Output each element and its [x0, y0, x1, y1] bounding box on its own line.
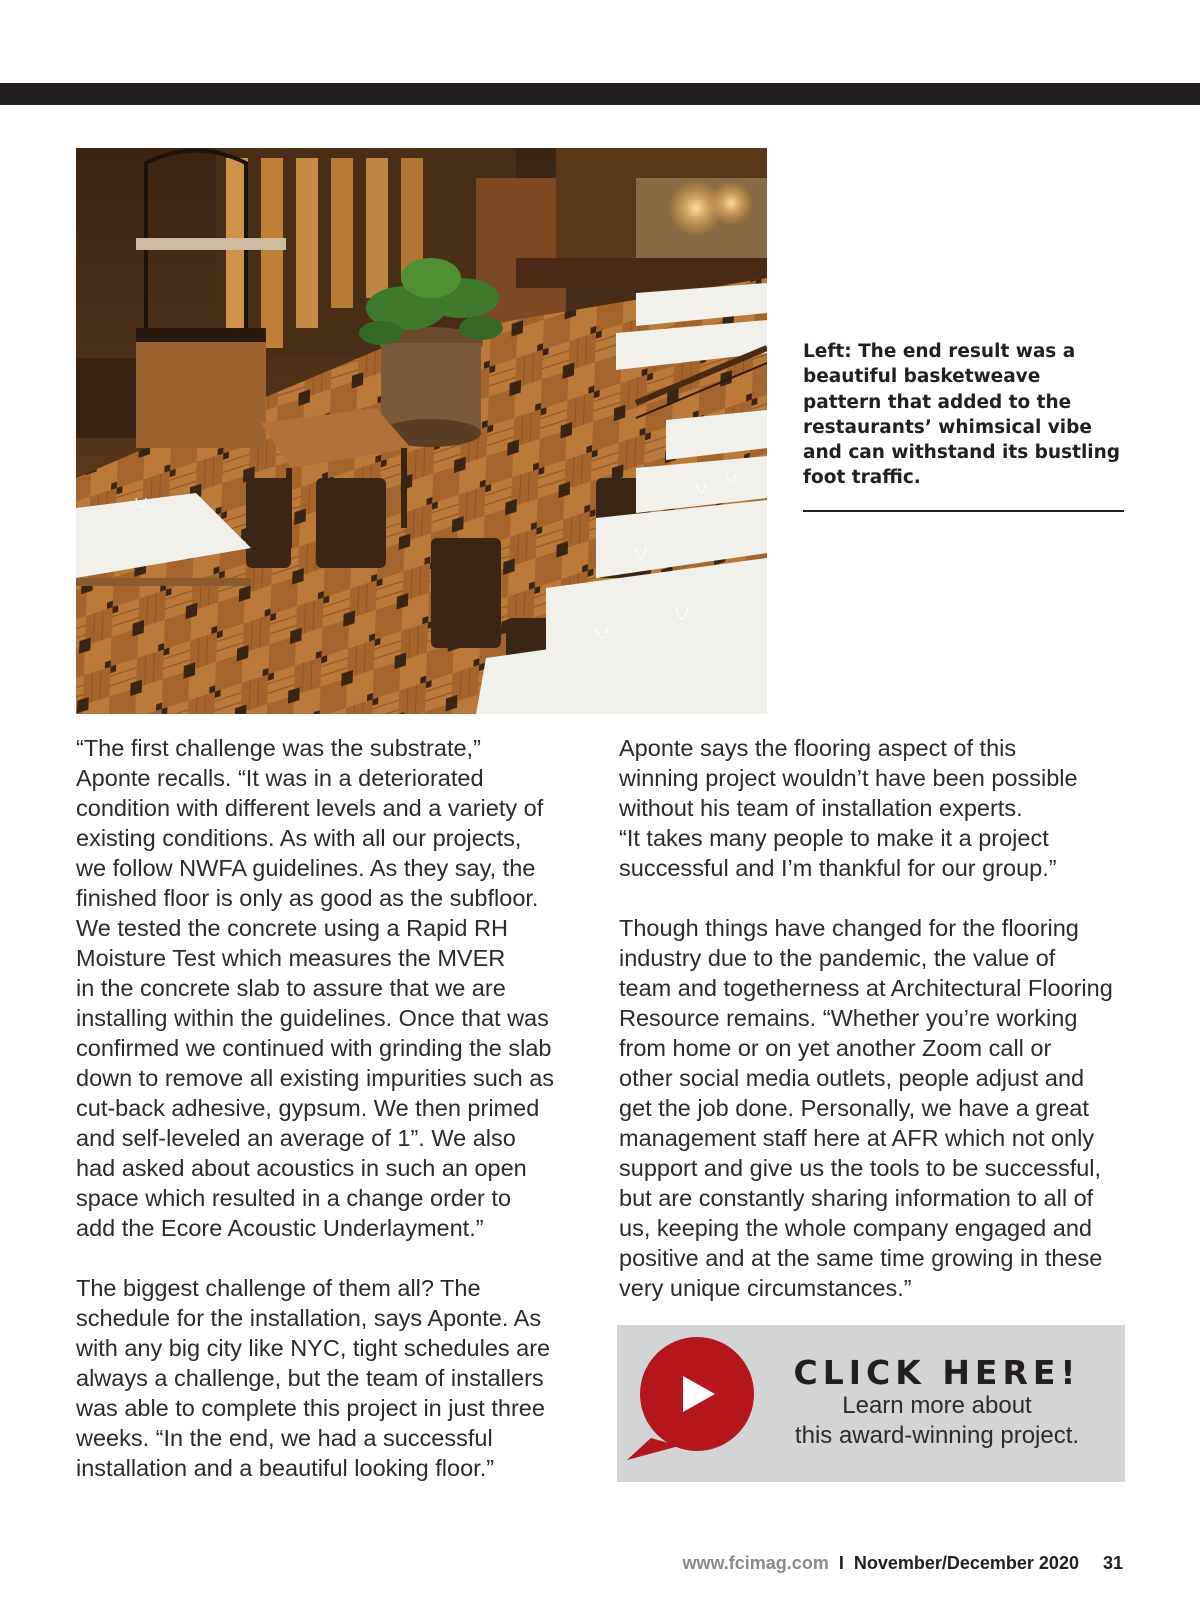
- restaurant-floor-photo: [76, 148, 767, 714]
- cta-description: this award-winning project.: [794, 1422, 1080, 1449]
- article-column-right: [619, 733, 1129, 1303]
- article-paragraph: Though things have changed for the flooring industry due to the pandemic, the value of team and togetherness at Architectural Flooring Resource remains. “Whether you’re working from home or on yet another Zoom call or other social media outlets, people adjust and get the job done. Personally, we have a great management staff here at AFR which not only support and give us the tools to be successful, but are constantly sharing information to all of us, keeping the whole company engaged and positive and at the same time growing in these very unique circumstances.”: [619, 915, 1113, 1301]
- play-speech-bubble-icon[interactable]: [627, 1336, 757, 1466]
- article-column-left: [76, 733, 596, 1483]
- footer-issue: November/December 2020: [853, 1553, 1079, 1573]
- photo-caption: Left: The end result was a beautiful basketweave pattern that added to the restaurants’ whimsical vibe and can withstand its bustling foot traffic.: [803, 341, 1121, 489]
- page-footer: [682, 1553, 1123, 1574]
- click-here-banner[interactable]: [617, 1325, 1125, 1482]
- caption-divider: [803, 510, 1124, 512]
- footer-url[interactable]: www.fcimag.com: [682, 1553, 829, 1573]
- page-number: 31: [1102, 1553, 1123, 1573]
- article-paragraph: The biggest challenge of them all? The schedule for the installation, says Aponte. As with any big city like NYC, tight schedules are always a challenge, but the team of installers was able to complete this project in just three weeks. “In the end, we had a successful installation and a beautiful looking floor.”: [76, 1275, 551, 1481]
- footer-separator: I: [838, 1553, 844, 1573]
- article-paragraph: “The first challenge was the substrate,” Aponte recalls. “It was in a deteriorated condition with different levels and a variety of existing conditions. As with all our projects, we follow NWFA guidelines. As they say, the finished floor is only as good as the subfloor. We tested the concrete using a Rapid RH Moisture Test which measures the MVER in the concrete slab to assure that we are installing within the guidelines. Once that was confirmed we continued with grinding the slab down to remove all existing impurities such as cut-back adhesive, gypsum. We then primed and self-leveled an average of 1”. We also had asked about acoustics in such an open space which resulted in a change order to add the Ecore Acoustic Underlayment.”: [76, 735, 555, 1241]
- article-paragraph: Aponte says the flooring aspect of this winning project wouldn’t have been possible without his team of installation experts. “It takes many people to make it a project successful and I’m thankful for our group.”: [619, 735, 1078, 881]
- header-rule-bar: [0, 83, 1200, 105]
- cta-heading[interactable]: CLICK HERE!: [793, 1353, 1081, 1392]
- cta-description: Learn more about: [842, 1392, 1032, 1419]
